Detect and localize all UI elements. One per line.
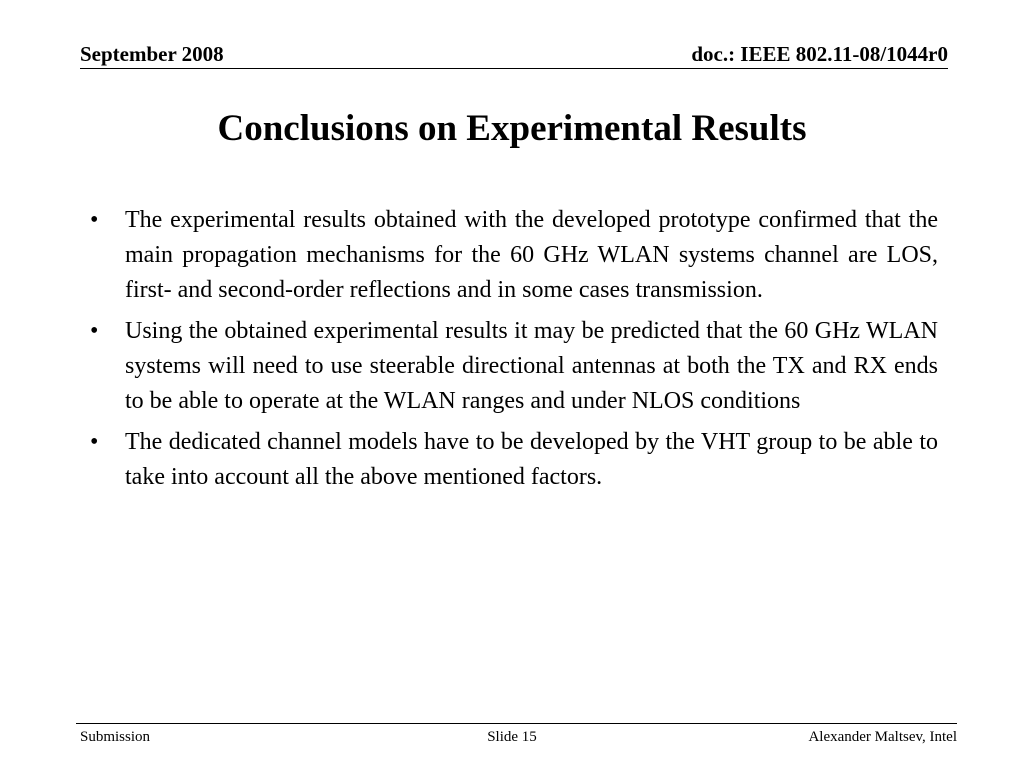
header-date: September 2008 — [80, 42, 224, 66]
bullet-item — [90, 425, 938, 495]
bullet-text: Using the obtained experimental results it may be predicted that the 60 GHz WLAN systems will need to use steerable directional antennas at both the TX and RX ends to be able to operate at the WLAN ranges and under NLOS conditions — [125, 318, 938, 414]
bullet-item — [90, 314, 938, 419]
bullet-dot-icon: • — [90, 429, 99, 455]
bullet-dot-icon: • — [90, 318, 99, 344]
footer-slide-number: Slide 15 — [487, 729, 537, 745]
slide-title: Conclusions on Experimental Results — [217, 108, 807, 149]
bullet-dot-icon: • — [90, 207, 99, 233]
bullet-list — [90, 203, 938, 501]
footer-divider — [76, 723, 957, 724]
footer-author: Alexander Maltsev, Intel — [808, 729, 957, 745]
bullet-text: The experimental results obtained with the developed prototype confirmed that the main propagation mechanisms for the 60 GHz WLAN systems channel are LOS, first- and second-order reflections and in some cases transmission. — [125, 207, 938, 303]
footer-submission: Submission — [80, 729, 151, 745]
header-doc-id: doc.: IEEE 802.11-08/1044r0 — [691, 42, 948, 66]
bullet-text: The dedicated channel models have to be developed by the VHT group to be able to take into account all the above mentioned factors. — [125, 429, 938, 490]
bullet-item — [90, 203, 938, 308]
header-divider — [80, 68, 948, 69]
